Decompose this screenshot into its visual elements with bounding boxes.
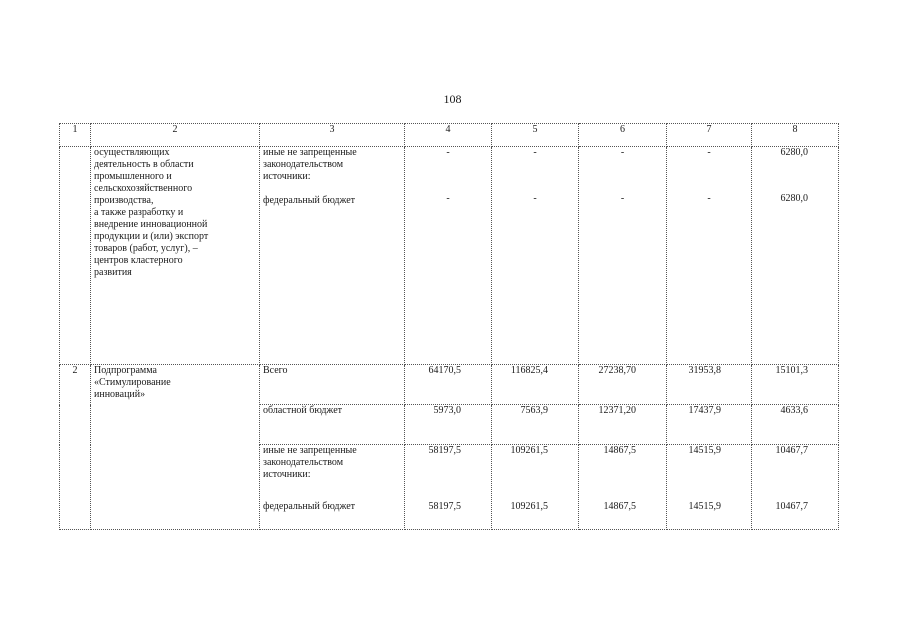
cell-line: производства,	[94, 195, 154, 206]
value-cell: 31953,8	[667, 365, 752, 405]
cell-line: федеральный бюджет	[263, 195, 356, 206]
value-cell: 116825,4	[492, 365, 579, 405]
page-number: 108	[443, 92, 462, 106]
cell-line: центров кластерного	[94, 255, 183, 266]
value-b: 58197,5	[428, 501, 461, 512]
program-name-cell	[91, 365, 260, 530]
cell-line: деятельность в области	[94, 159, 194, 170]
row-number-cell	[60, 147, 91, 365]
funding-source-cell	[260, 147, 405, 365]
value-b: -	[707, 193, 711, 204]
cell-line: иные не запрещенные	[263, 147, 357, 158]
value-cell	[667, 147, 752, 365]
table-row	[60, 365, 839, 405]
value-cell: 7563,9	[492, 405, 579, 445]
value-cell: 17437,9	[667, 405, 752, 445]
value-b: 14515,9	[688, 501, 721, 512]
value-cell	[492, 445, 579, 530]
cell-line: источники:	[263, 171, 311, 182]
value-a: 14515,9	[688, 445, 721, 456]
header-cell: 1	[60, 124, 91, 147]
value-a: -	[620, 147, 625, 158]
table-row	[60, 147, 839, 365]
value-cell: 4633,6	[752, 405, 839, 445]
value-a: -	[533, 147, 537, 158]
value-cell	[667, 445, 752, 530]
header-cell: 4	[405, 124, 492, 147]
cell-line: развития	[94, 267, 132, 278]
value-cell: 64170,5	[405, 365, 492, 405]
header-cell: 6	[579, 124, 667, 147]
cell-line: законодательством	[263, 457, 344, 468]
value-cell	[579, 445, 667, 530]
value-b: -	[446, 193, 450, 204]
header-cell: 7	[667, 124, 752, 147]
cell-line: источники:	[263, 469, 311, 480]
value-cell: 27238,70	[579, 365, 667, 405]
value-a: 109261,5	[510, 445, 548, 456]
value-cell: 15101,3	[752, 365, 839, 405]
value-b: -	[620, 193, 625, 204]
header-cell: 8	[752, 124, 839, 147]
funding-source-cell: областной бюджет	[260, 405, 405, 445]
header-cell: 5	[492, 124, 579, 147]
value-cell: 12371,20	[579, 405, 667, 445]
row-number-cell: 2	[60, 365, 91, 530]
cell-line: федеральный бюджет	[263, 501, 356, 512]
value-a: 6280,0	[780, 147, 808, 158]
value-a: 58197,5	[428, 445, 461, 456]
cell-line: внедрение инновационной	[94, 219, 208, 230]
budget-table	[59, 123, 839, 530]
cell-line: Подпрограмма	[94, 365, 157, 376]
value-b: -	[533, 193, 537, 204]
cell-line: осуществляющих	[94, 147, 170, 158]
value-b: 10467,7	[775, 501, 808, 512]
program-name-cell	[91, 147, 260, 365]
value-a: -	[707, 147, 711, 158]
funding-source-cell	[260, 445, 405, 530]
value-cell	[752, 147, 839, 365]
value-a: -	[446, 147, 450, 158]
cell-line: а также разработку и	[94, 207, 184, 218]
value-cell: 5973,0	[405, 405, 492, 445]
header-cell: 2	[91, 124, 260, 147]
value-cell	[492, 147, 579, 365]
cell-line: иные не запрещенные	[263, 445, 357, 456]
value-b: 14867,5	[603, 501, 636, 512]
cell-line: «Стимулирование	[94, 377, 171, 388]
value-a: 10467,7	[775, 445, 808, 456]
value-b: 109261,5	[510, 501, 548, 512]
cell-line: инноваций»	[94, 389, 146, 400]
funding-source-cell: Всего	[260, 365, 405, 405]
value-cell	[579, 147, 667, 365]
value-b: 6280,0	[780, 193, 808, 204]
cell-line: продукции и (или) экспорт	[94, 231, 209, 242]
header-row	[60, 124, 839, 147]
cell-line: товаров (работ, услуг), –	[94, 243, 198, 254]
cell-line: сельскохозяйственного	[94, 183, 193, 194]
value-cell	[752, 445, 839, 530]
header-cell: 3	[260, 124, 405, 147]
value-cell	[405, 445, 492, 530]
value-a: 14867,5	[603, 445, 636, 456]
cell-line: промышленного и	[94, 171, 172, 182]
cell-line: законодательством	[263, 159, 344, 170]
value-cell	[405, 147, 492, 365]
